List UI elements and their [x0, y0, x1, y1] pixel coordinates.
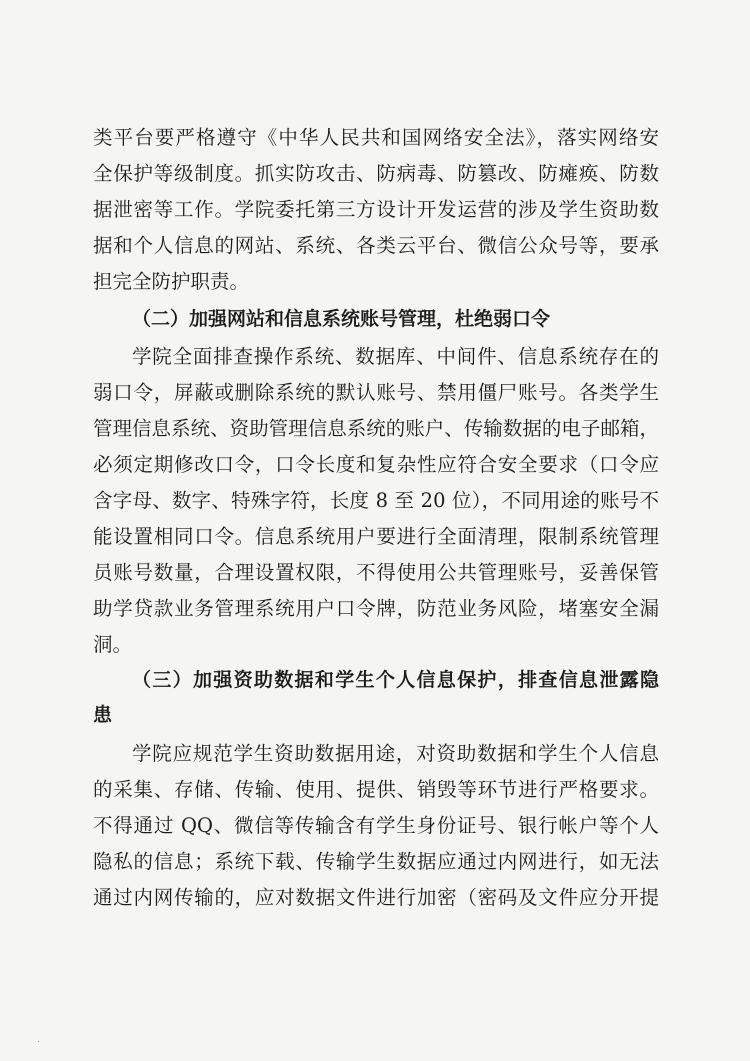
section-heading-3-cont: 患 — [93, 704, 113, 726]
body-line: 类平台要严格遵守《中华人民共和国网络安全法》，落实网络安 — [93, 126, 659, 149]
body-line: 能设置相同口令。信息系统用户要进行全面清理，限制系统管理 — [93, 525, 659, 548]
body-line: 不得通过 QQ、微信等传输含有学生身份证号、银行帐户等个人 — [93, 814, 659, 837]
body-line: 员账号数量，合理设置权限，不得使用公共管理账号，妥善保管 — [93, 561, 659, 584]
body-line: 据泄密等工作。学院委托第三方设计开发运营的涉及学生资助数 — [93, 198, 659, 221]
body-line: 助学贷款业务管理系统用户口令牌，防范业务风险，堵塞安全漏 — [93, 597, 659, 620]
body-line: 洞。 — [93, 633, 133, 656]
body-line: 全保护等级制度。抓实防攻击、防病毒、防篡改、防瘫痪、防数 — [93, 162, 659, 185]
body-line: 必须定期修改口令，口令长度和复杂性应符合安全要求（口令应 — [93, 453, 659, 476]
section-heading-3: （三）加强资助数据和学生个人信息保护，排查信息泄露隐 — [132, 669, 659, 691]
body-line: 管理信息系统、资助管理信息系统的账户、传输数据的电子邮箱， — [93, 417, 659, 440]
body-line: 担完全防护职责。 — [93, 270, 250, 293]
body-line: 含字母、数字、特殊字符，长度 8 至 20 位），不同用途的账号不 — [93, 489, 659, 512]
section-heading-2: （二）加强网站和信息系统账号管理，杜绝弱口令 — [132, 308, 551, 330]
body-line: 隐私的信息；系统下载、传输学生数据应通过内网进行，如无法 — [93, 850, 659, 873]
body-line: 弱口令，屏蔽或删除系统的默认账号、禁用僵尸账号。各类学生 — [93, 381, 659, 404]
body-line: 的采集、存储、传输、使用、提供、销毁等环节进行严格要求。 — [93, 778, 659, 801]
body-line: 学院应规范学生资助数据用途，对资助数据和学生个人信息 — [132, 742, 659, 765]
scan-speck — [38, 1041, 39, 1042]
body-line: 据和个人信息的网站、系统、各类云平台、微信公众号等，要承 — [93, 234, 659, 257]
body-line: 学院全面排查操作系统、数据库、中间件、信息系统存在的 — [132, 345, 659, 368]
body-line: 通过内网传输的，应对数据文件进行加密（密码及文件应分开提 — [93, 886, 659, 909]
